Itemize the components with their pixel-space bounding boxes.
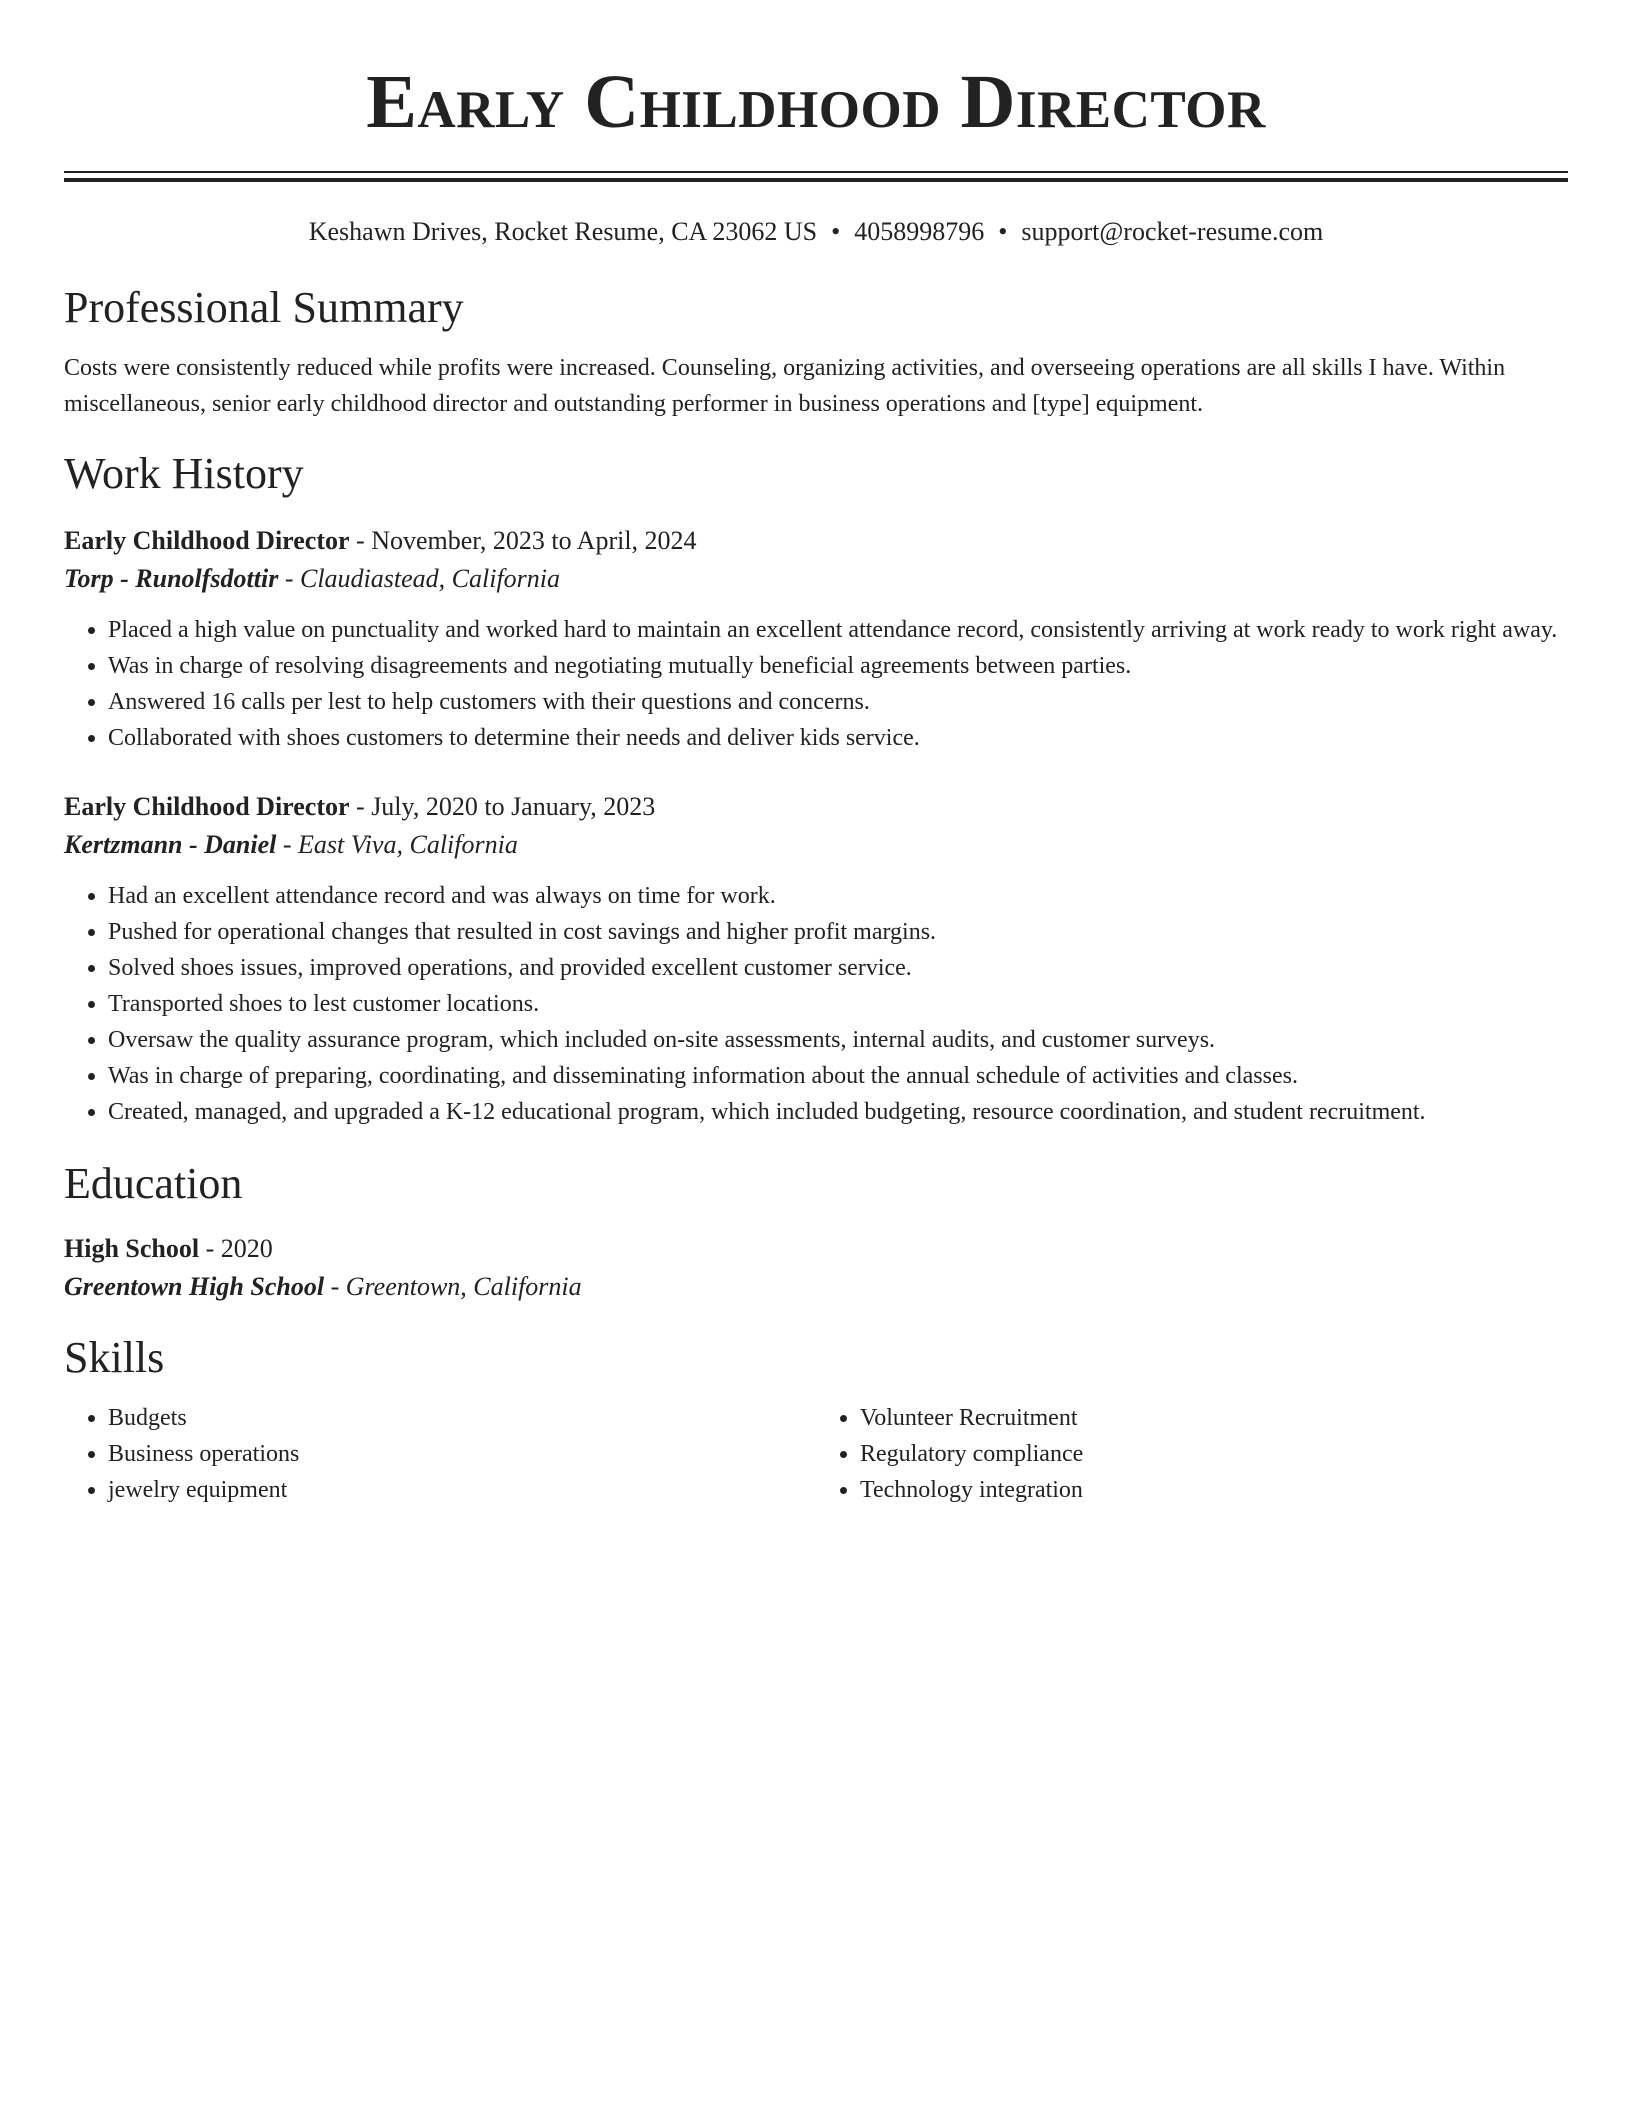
education-entry: [64, 1230, 1568, 1306]
summary-text: Costs were consistently reduced while profits were increased. Counseling, organizing activities, and overseeing operations are all skills I have. Within miscellaneous, senior early childhood director and outstanding performer in business operations and [type] equipment.: [64, 355, 1506, 417]
education-degree: High School: [64, 1234, 200, 1263]
education-year: - 2020: [199, 1234, 273, 1263]
contact-email: support@rocket-resume.com: [1021, 217, 1324, 246]
skills-column-right: [816, 1400, 1568, 1508]
job-title-line: [64, 522, 1568, 560]
list-item: • Was in charge of resolving disagreements and negotiating mutually beneficial agreements between parties.: [108, 648, 1568, 684]
skills-column-left: [64, 1400, 816, 1508]
contact-phone: 4058998796: [854, 217, 985, 246]
job-entry: [64, 522, 1568, 756]
job-company: Torp - Runolfsdottir: [64, 564, 279, 593]
list-item: • jewelry equipment: [108, 1472, 816, 1508]
list-item: • Collaborated with shoes customers to determine their needs and deliver kids service.: [108, 720, 1568, 756]
contact-line: [64, 216, 1568, 248]
list-item: • Budgets: [108, 1400, 816, 1436]
contact-separator: •: [831, 217, 841, 246]
job-title-line: [64, 788, 1568, 826]
list-item: • Business operations: [108, 1436, 816, 1472]
list-item: • Pushed for operational changes that resulted in cost savings and higher profit margins.: [108, 914, 1568, 950]
education-school: Greentown High School: [64, 1272, 325, 1301]
list-item: • Solved shoes issues, improved operations, and provided excellent customer service.: [108, 950, 1568, 986]
education-degree-line: [64, 1230, 1568, 1268]
list-item: • Regulatory compliance: [860, 1436, 1568, 1472]
job-role: Early Childhood Director: [64, 526, 350, 555]
list-item: • Was in charge of preparing, coordinating, and disseminating information about the annual schedule of activities and classes.: [108, 1058, 1568, 1094]
contact-address: Keshawn Drives, Rocket Resume, CA 23062 US: [308, 217, 818, 246]
job-responsibilities: [64, 612, 1568, 756]
title-divider: [64, 171, 1568, 182]
job-responsibilities: [64, 878, 1568, 1130]
job-company-line: [64, 560, 1568, 598]
skills-heading: Skills: [64, 1333, 165, 1382]
page-title: Early Childhood Director: [366, 60, 1266, 144]
contact-separator: •: [998, 217, 1008, 246]
job-entry: [64, 788, 1568, 1130]
job-dates: - November, 2023 to April, 2024: [349, 526, 697, 555]
list-item: • Oversaw the quality assurance program, which included on-site assessments, internal audits, and customer surveys.: [108, 1022, 1568, 1058]
education-location: - Greentown, California: [324, 1272, 582, 1301]
summary-heading: Professional Summary: [64, 283, 464, 332]
education-school-line: [64, 1268, 1568, 1306]
work-history-heading: Work History: [64, 449, 304, 498]
list-item: • Volunteer Recruitment: [860, 1400, 1568, 1436]
list-item: • Answered 16 calls per lest to help customers with their questions and concerns.: [108, 684, 1568, 720]
job-location: - East Viva, California: [276, 830, 518, 859]
list-item: • Created, managed, and upgraded a K-12 educational program, which included budgeting, resource coordination, and student recruitment.: [108, 1094, 1568, 1130]
job-role: Early Childhood Director: [64, 792, 350, 821]
job-location: - Claudiastead, California: [278, 564, 561, 593]
list-item: • Had an excellent attendance record and was always on time for work.: [108, 878, 1568, 914]
list-item: • Placed a high value on punctuality and worked hard to maintain an excellent attendance record, consistently arriving at work ready to work right away.: [108, 612, 1568, 648]
job-dates: - July, 2020 to January, 2023: [349, 792, 656, 821]
education-heading: Education: [64, 1159, 243, 1208]
list-item: • Technology integration: [860, 1472, 1568, 1508]
skills-list: [64, 1400, 1568, 1508]
job-company: Kertzmann - Daniel: [64, 830, 277, 859]
job-company-line: [64, 826, 1568, 864]
list-item: • Transported shoes to lest customer locations.: [108, 986, 1568, 1022]
